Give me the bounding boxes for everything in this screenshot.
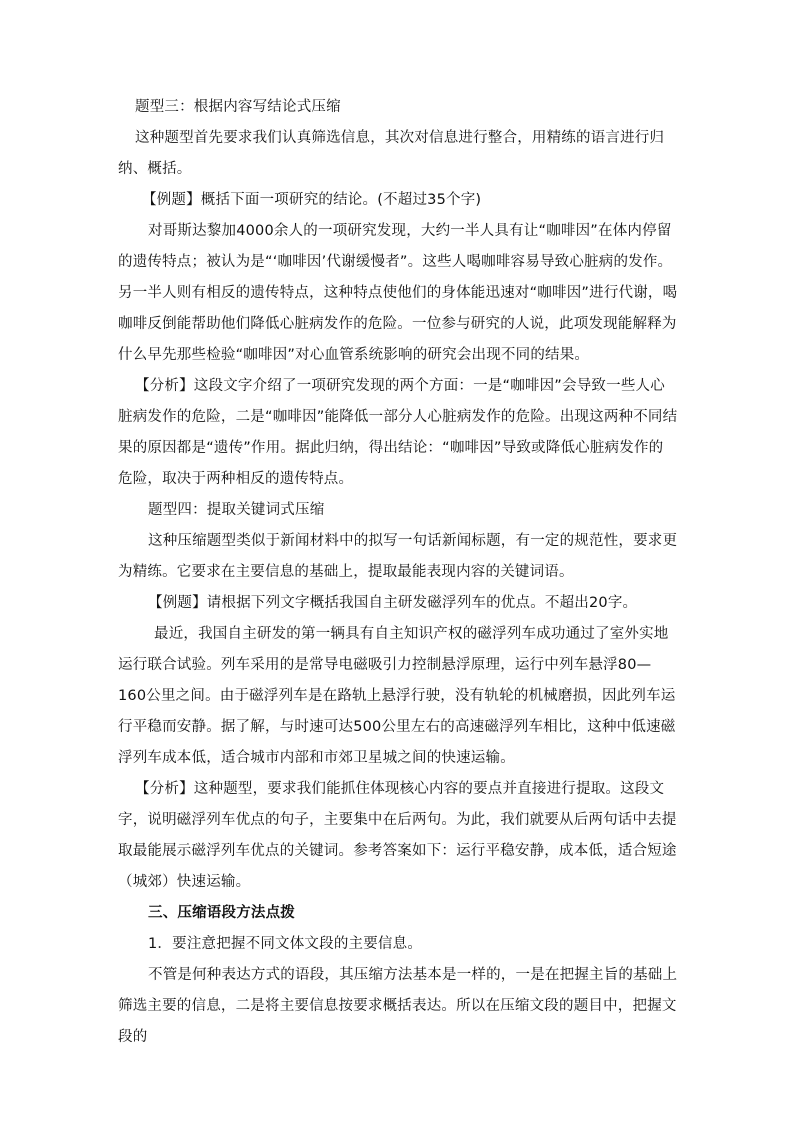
example-question-2: 【例题】请根据下列文字概括我国自主研发磁浮列车的优点。不超出20字。 bbox=[148, 595, 638, 611]
section-heading-type4: 题型四：提取关键词式压缩 bbox=[148, 502, 325, 518]
document-body bbox=[118, 92, 678, 1053]
section-heading-methods: 三、压缩语段方法点拨 bbox=[148, 905, 295, 921]
paragraph-type4-intro: 这种压缩题型类似于新闻材料中的拟写一句话新闻标题，有一定的规范性，要求更为精练。它要求在主要信息的基础上，提取最能表现内容的关键词语。 bbox=[118, 533, 678, 580]
analysis-2: 【分析】这种题型，要求我们能抓住体现核心内容的要点并直接进行提取。这段文字，说明磁浮列车优点的句子，主要集中在后两句。为此，我们就要从后两句话中去提取最能展示磁浮列车优点的关键词。参考答案如下：运行平稳安静，成本低，适合短途（城郊）快速运输。 bbox=[118, 781, 677, 890]
example-passage-1: 对哥斯达黎加4000余人的一项研究发现，大约一半人具有让“咖啡因”在体内停留的遗传特点；被认为是“‘咖啡因’代谢缓慢者”。这些人喝咖啡容易导致心脏病的发作。另一半人则有相反的遗传特点，这种特点使他们的身体能迅速对“咖啡因”进行代谢，喝咖啡反倒能帮助他们降低心脏病发作的危险。一位参与研究的人说，此项发现能解释为什么早先那些检验“咖啡因”对心血管系统影响的研究会出现不同的结果。 bbox=[118, 223, 678, 363]
paragraph-type3-intro: 这种题型首先要求我们认真筛选信息，其次对信息进行整合，用精练的语言进行归纳、概括。 bbox=[118, 130, 665, 177]
method-paragraph: 不管是何种表达方式的语段，其压缩方法基本是一样的，一是在把握主旨的基础上筛选主要的信息，二是将主要信息按要求概括表达。所以在压缩文段的题目中，把握文段的 bbox=[118, 967, 678, 1045]
section-heading-type3: 题型三：根据内容写结论式压缩 bbox=[135, 99, 341, 115]
analysis-1: 【分析】这段文字介绍了一项研究发现的两个方面：一是“咖啡因”会导致一些人心脏病发作的危险，二是“咖啡因”能降低一部分人心脏病发作的危险。出现这两种不同结果的原因都是“遗传”作用。据此归纳，得出结论：“咖啡因”导致或降低心脏病发作的危险，取决于两种相反的遗传特点。 bbox=[118, 378, 678, 487]
example-question-1: 【例题】概括下面一项研究的结论。(不超过35个字) bbox=[142, 192, 482, 208]
method-point-1: 1．要注意把握不同文体文段的主要信息。 bbox=[148, 936, 423, 952]
example-passage-2: 最近，我国自主研发的第一辆具有自主知识产权的磁浮列车成功通过了室外实地运行联合试验。列车采用的是常导电磁吸引力控制悬浮原理，运行中列车悬浮80—160公里之间。由于磁浮列车是在路轨上悬浮行驶，没有轨轮的机械磨损，因此列车运行平稳而安静。据了解，与时速可达500公里左右的高速磁浮列车相比，这种中低速磁浮列车成本低，适合城市内部和市郊卫星城之间的快速运输。 bbox=[118, 626, 676, 766]
